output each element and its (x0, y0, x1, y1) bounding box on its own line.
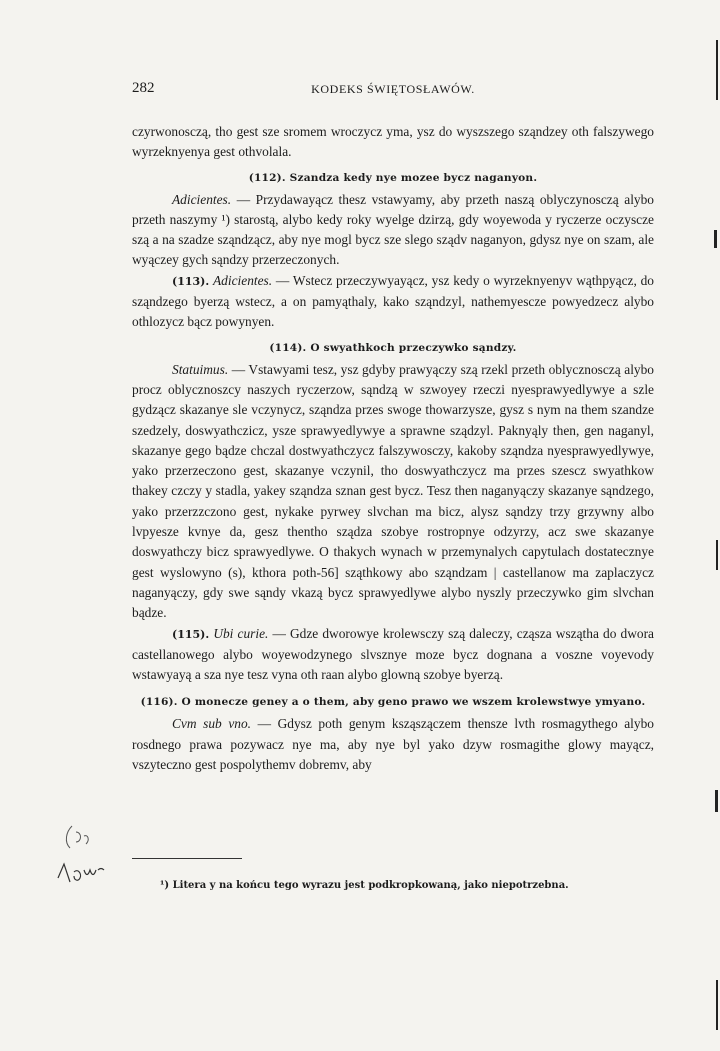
section-number: (114). (269, 341, 307, 354)
incipit: Adicientes. (172, 191, 232, 207)
body-text (132, 122, 654, 775)
paragraph (132, 190, 654, 271)
section-title: O swyathkoch przeczywko sąndzy. (310, 341, 517, 354)
footnote-rule (132, 858, 242, 859)
paragraph-text: — Gdysz poth genym ksząszączem thensze lvth rosmagythego alybo rosdnego prawa pozywacz nye ma, aby nye byl yako dzyw rosmagithe glowy mayącz, vszyteczno gest pospolythemv dobremv, aby (132, 716, 654, 773)
section-heading (132, 171, 654, 186)
paragraph-text: — Przydawayącz thesz vstawyamy, aby przeth naszą oblyczynosczą alybo przeth naszymy ¹) starostą, alybo kedy roky wyelge dzirzą, gdy woyewoda y ryczerze oczyscze szą a na szadze sząndzącz, aby nye mogl bycz sze slego sządv naganyon, gdysz nye on szam, ale wyączey gych sąndzy przerzeczonych. (132, 191, 654, 268)
footnote-mark: ¹) (160, 880, 170, 891)
paragraph (132, 714, 654, 775)
incipit: Adicientes. (213, 272, 273, 288)
paragraph-text: — Vstawyami tesz, ysz gdyby prawyączy szą rzekl przeth oblycznosczą alybo procz oblycznoszcy naszych ryczerzow, sąndzą w szwoyey rzeczi nyesprawyedlywye a szle gydzącz skazanye sle vczynycz, sząndza przes swoge thowarzysze, gysz s nym na them szandze szedzely, doswyathczicz, ysze sprawyedlywye a sprawne sządzyl. Paknyąly then, gen naganyl, skazanye gego bądze chczal dostwyathczycz falszywosczy, kakoby sząndza nyesprawyedlywye, yako przerzeczono gest, skazanye vczynil, tho doswyathczycz ma przes szescz swyathkow thakey czczy y stadla, yakey sząndza sznan gest bycz. Tesz then naganyączy skazanye sąndzego, yako przerzzczono gest, nykake pyrwey slvchan ma bicz, alysz sąndzy trzy grzywny albo lvpyesze kvnye da, gesz thentho sządza szobye rostropnye odzyrzy, acz swe skazanye doswyathczy bicz sprawyedlywe. O thakych wynach w przemynalych capytulach dostatecznye gest wyslowyno (s), kthora poth-56] sząthkowy abo sząndzam | castellanow ma zaplaczycz naganyączy, gdy swe sąndy vkazą bycz sprawyedlywe alybo nyszly przeczywko gim slvchan bądze. (132, 361, 654, 621)
scan-edge-mark (716, 980, 718, 1030)
paragraph (132, 360, 654, 624)
section-number: (115). (172, 627, 210, 641)
section-heading (132, 341, 654, 356)
section-number: (112). (248, 171, 286, 184)
section-title: Szandza kedy nye mozee bycz naganyon. (289, 171, 538, 184)
scan-edge-mark (716, 40, 718, 100)
scan-edge-mark (714, 230, 717, 248)
paragraph (132, 122, 654, 163)
section-number: (113). (172, 274, 210, 288)
section-number: (116). (140, 696, 178, 709)
paragraph-text: czyrwonosczą, tho gest sze sromem wroczycz yma, ysz do wyszszego sząndzey oth falszywego wyrzeknyenya gest othvolala. (132, 124, 654, 160)
page-header (132, 80, 654, 102)
incipit: Ubi curie. (213, 625, 269, 641)
section-title: O monecze geney a o them, aby geno prawo we wszem krolewstwye ymyano. (181, 696, 646, 709)
paragraph-text: — Wstecz przeczywyayącz, ysz kedy o wyrzeknyenyv wąthpyącz, do sząndzego byerzą wstecz, a on pamyąthaly, kako sząndzyl, nathemyescze powyedzecz alybo othlozycz bącz powynyen. (132, 272, 654, 330)
paragraph (132, 624, 654, 686)
section-heading (132, 695, 654, 710)
footnote-text: Litera y na końcu tego wyrazu jest podkropkowaną, jako niepotrzebna. (172, 880, 569, 891)
running-head: KODEKS ŚWIĘTOSŁAWÓW. (311, 82, 475, 96)
incipit: Statuimus. (172, 361, 229, 377)
page-number: 282 (132, 80, 155, 96)
incipit: Cvm sub vno. (172, 716, 252, 732)
handwritten-margin-note (54, 818, 128, 896)
footnote (160, 880, 569, 891)
paragraph-text: — Gdze dworowye krolewsczy szą daleczy, cząsza wszątha do dwora castellanowego alybo woyewodzynego slvsznye moze bycz dognana a voszne voyevody wstawyayą a sza nye tesz vyna oth raan alybo glowną szobye byerzą. (132, 625, 654, 683)
scan-edge-mark (716, 540, 718, 570)
scan-edge-mark (715, 790, 718, 812)
paragraph (132, 271, 654, 333)
